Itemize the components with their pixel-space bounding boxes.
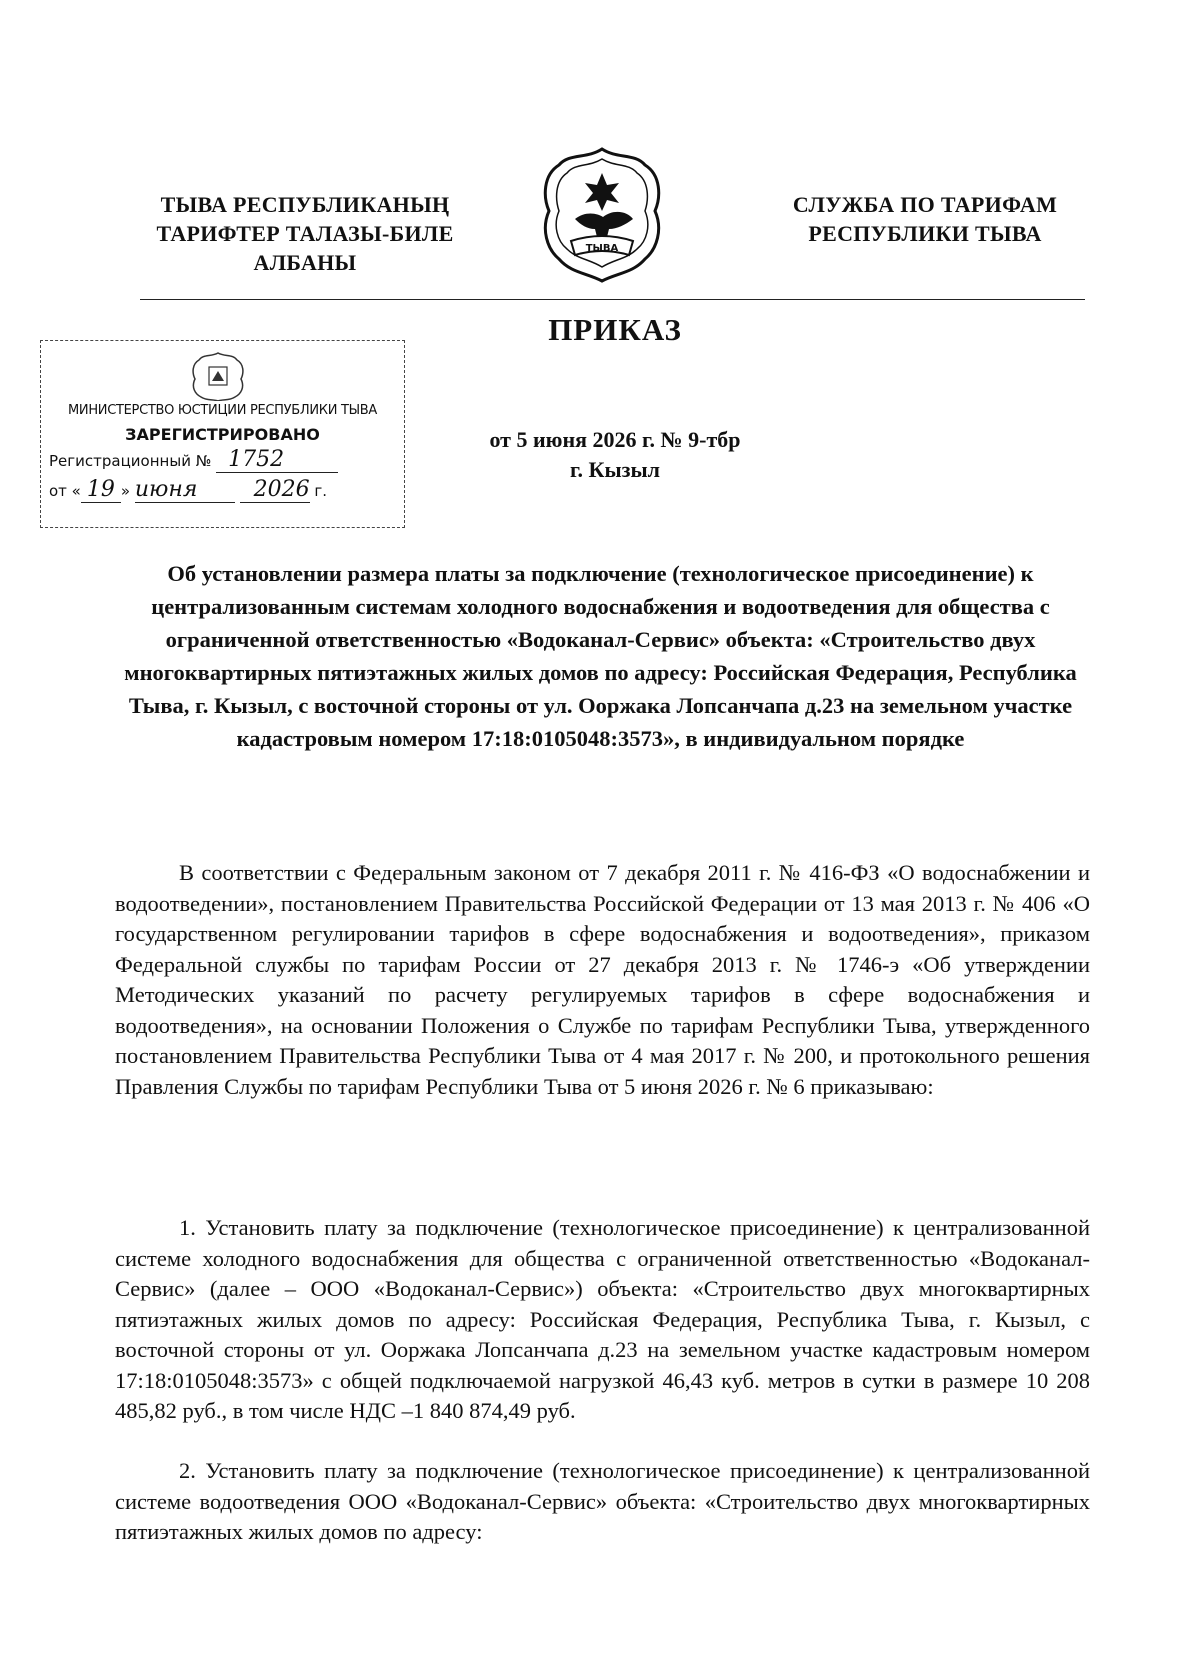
stamp-reg-label: Регистрационный №: [49, 452, 212, 470]
order-city: г. Кызыл: [570, 457, 660, 482]
emblem-label: ТЫВА: [585, 243, 619, 254]
order-item-2: 2. Установить плату за подключение (технологическое присоединение) к централизованной системе водоотведения ООО «Водоканал-Сервис» объекта: «Строительство двух многоквартирных пятиэтажных жилых домов по адресу:: [115, 1458, 1090, 1544]
header-tuvan-agency-name: [130, 190, 480, 277]
preamble-paragraph: В соответствии с Федеральным законом от 7 декабря 2011 г. № 416-ФЗ «О водоснабжении и водоотведении», постановлением Правительства Российской Федерации от 13 мая 2013 г. № 406 «О государственном регулировании тарифов в сфере водоснабжения и водоотведения», приказом Федеральной службы по тарифам России от 27 декабря 2013 г. № 1746-э «Об утверждении Методических указаний по расчету регулируемых тарифов в сфере водоснабжения и водоотведения», на основании Положения о Службе по тарифам Республики Тыва, утвержденного постановлением Правительства Республики Тыва от 4 мая 2017 г. № 200, и протокольного решения Правления Службы по тарифам Республики Тыва от 5 июня 2026 г. № 6 приказываю:: [115, 860, 1090, 1099]
stamp-date-prefix: от «: [49, 482, 81, 500]
stamp-emblem-icon: [191, 351, 246, 401]
stamp-registered-label: ЗАРЕГИСТРИРОВАНО: [125, 425, 320, 444]
header-russian-agency-name: [755, 190, 1095, 248]
stamp-date-suffix: г.: [314, 482, 328, 500]
header-left-line: АЛБАНЫ: [253, 250, 357, 275]
header-left-line: ТАРИФТЕР ТАЛАЗЫ-БИЛЕ: [156, 221, 454, 246]
stamp-date-row: [49, 477, 327, 503]
document-title: Об установлении размера платы за подключение (технологическое присоединение) к централизованным системам холодного водоснабжения и водоотведения для общества с ограниченной ответственностью «Водоканал-Сервис» объекта: «Строительство двух многоквартирных пятиэтажных жилых домов по адресу: Российская Федерация, Республика Тыва, г. Кызыл, с восточной стороны от ул. Ооржака Лопсанчапа д.23 на земельном участке кадастровым номером 17:18:0105048:3573», в индивидуальном порядке: [124, 561, 1077, 751]
order-date-number: от 5 июня 2026 г. № 9-тбр: [489, 427, 741, 452]
header-right-line: РЕСПУБЛИКИ ТЫВА: [808, 221, 1042, 246]
stamp-ministry-name: МИНИСТЕРСТВО ЮСТИЦИИ РЕСПУБЛИКИ ТЫВА: [67, 403, 378, 418]
stamp-date-day: 19: [81, 477, 121, 503]
stamp-date-year: 2026: [240, 477, 310, 503]
order-date-block: [445, 425, 785, 485]
stamp-date-mid: »: [120, 482, 131, 500]
tuva-coat-of-arms-icon: [537, 145, 667, 285]
header-divider: [140, 299, 1085, 300]
stamp-date-month: июня: [135, 477, 235, 503]
header-left-line: ТЫВА РЕСПУБЛИКАНЫҢ: [160, 192, 450, 217]
order-item-1: 1. Установить плату за подключение (технологическое присоединение) к централизованной системе холодного водоснабжения для общества с ограниченной ответственностью «Водоканал-Сервис» (далее – ООО «Водоканал-Сервис») объекта: «Строительство двух многоквартирных пятиэтажных жилых домов по адресу: Российская Федерация, Республика Тыва, г. Кызыл, с восточной стороны от ул. Ооржака Лопсанчапа д.23 на земельном участке кадастровым номером 17:18:0105048:3573» с общей подключаемой нагрузкой 46,43 куб. метров в сутки в размере 10 208 485,82 руб., в том числе НДС –1 840 874,49 руб.: [115, 1215, 1090, 1423]
header-right-line: СЛУЖБА ПО ТАРИФАМ: [792, 192, 1058, 217]
document-type: ПРИКАЗ: [548, 312, 682, 347]
registration-stamp: [40, 340, 405, 528]
stamp-registration-number-row: [49, 447, 338, 473]
stamp-reg-number: 1752: [216, 447, 338, 473]
